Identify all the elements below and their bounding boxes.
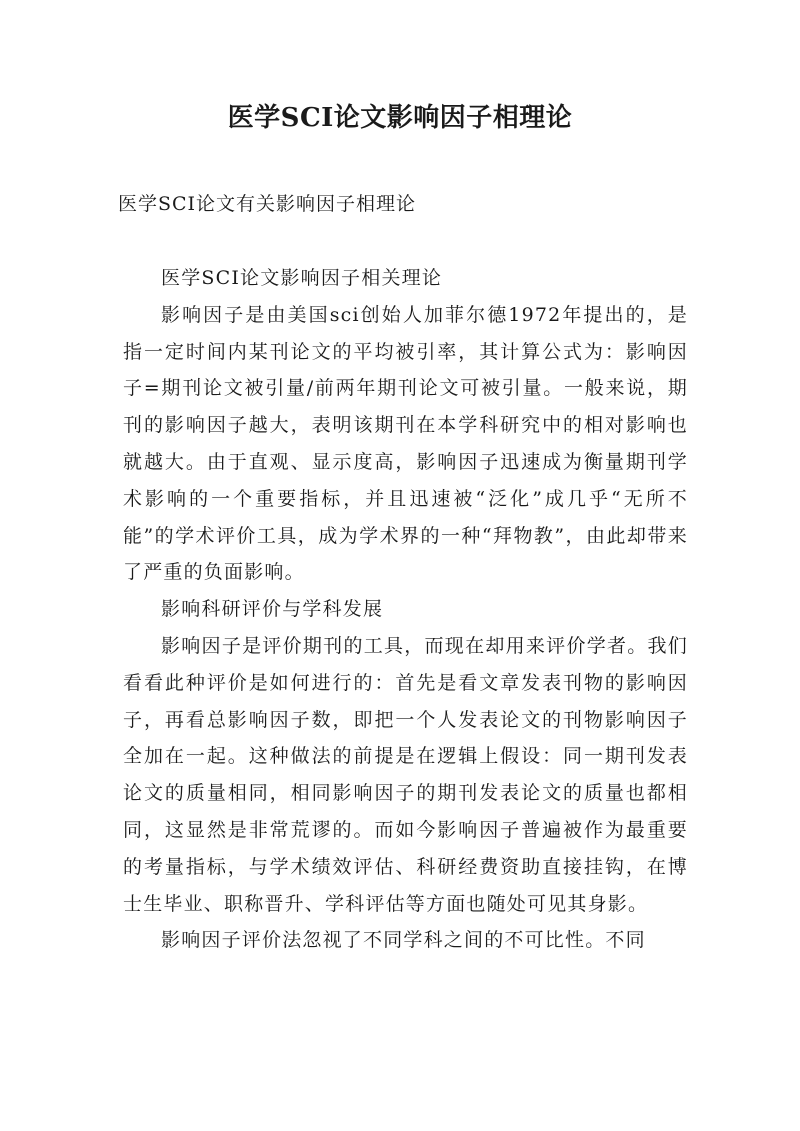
body-text — [123, 260, 688, 959]
paragraph: 影响因子是由美国sci创始人加菲尔德1972年提出的，是指一定时间内某刊论文的平均被引率，其计算公式为：影响因子=期刊论文被引量/前两年期刊论文可被引量。一般来说，期刊的影响因子越大，表明该期刊在本学科研究中的相对影响也就越大。由于直观、显示度高，影响因子迅速成为衡量期刊学术影响的一个重要指标，并且迅速被“泛化”成几乎“无所不能”的学术评价工具，成为学术界的一种“拜物教”，由此却带来了严重的负面影响。 — [123, 303, 688, 584]
page-title: 医学SCI论文影响因子相理论 — [227, 103, 573, 133]
section-heading: 医学SCI论文影响因子相关理论 — [161, 267, 443, 289]
section-heading: 影响科研评价与学科发展 — [161, 598, 384, 621]
paragraph: 影响因子评价法忽视了不同学科之间的不可比性。不同 — [161, 929, 646, 952]
document-subtitle: 医学SCI论文有关影响因子相理论 — [118, 193, 417, 215]
paragraph: 影响因子是评价期刊的工具，而现在却用来评价学者。我们看看此种评价是如何进行的：首先是看文章发表刊物的影响因子，再看总影响因子数，即把一个人发表论文的刊物影响因子全加在一起。这种做法的前提是在逻辑上假设：同一期刊发表论文的质量相同，相同影响因子的期刊发表论文的质量也都相同，这显然是非常荒谬的。而如今影响因子普遍被作为最重要的考量指标，与学术绩效评估、科研经费资助直接挂钩，在博士生毕业、职称晋升、学科评估等方面也随处可见其身影。 — [123, 634, 688, 915]
